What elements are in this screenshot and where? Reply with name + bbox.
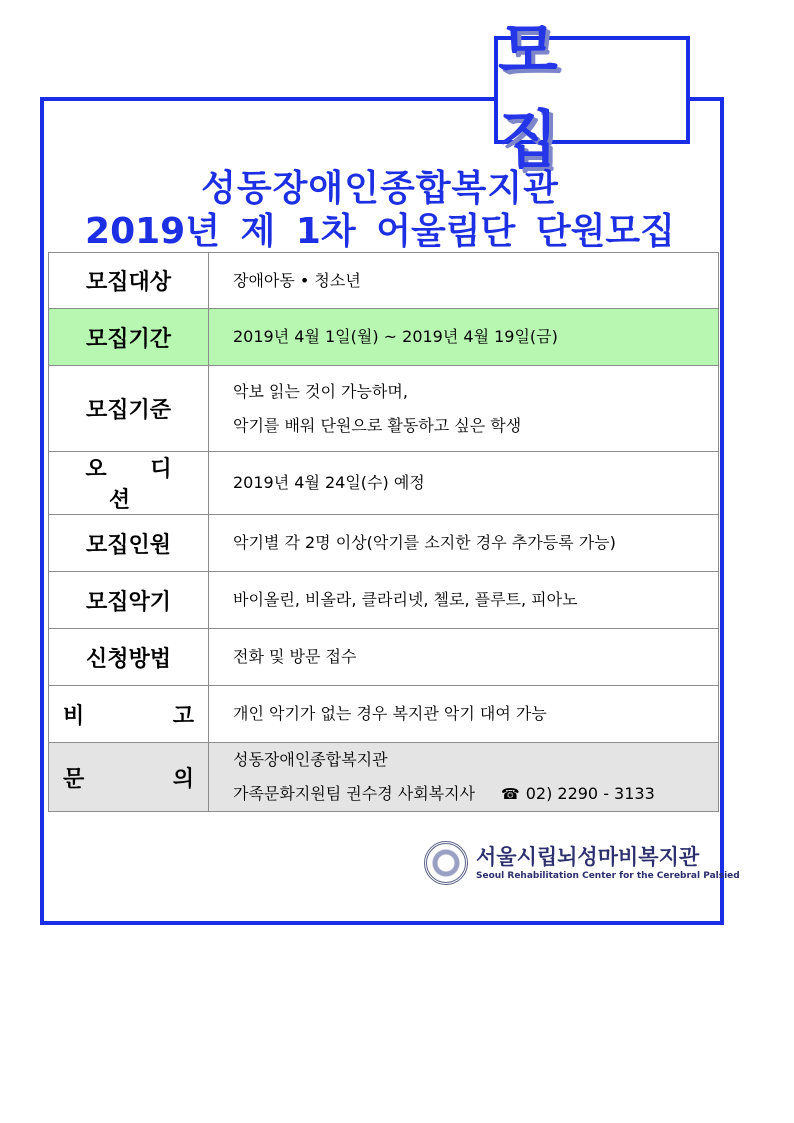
value-line: 성동장애인종합복지관 xyxy=(233,750,388,769)
info-table xyxy=(48,252,719,812)
phone-number: 02) 2290 - 3133 xyxy=(525,784,655,803)
row-remarks xyxy=(49,686,719,743)
seal-icon xyxy=(424,841,468,885)
row-target xyxy=(49,253,719,309)
row-value xyxy=(209,743,719,812)
row-headcount xyxy=(49,515,719,572)
row-apply-method xyxy=(49,629,719,686)
row-label: 문 의 xyxy=(49,743,209,812)
row-contact xyxy=(49,743,719,812)
row-value: 2019년 4월 24일(수) 예정 xyxy=(209,452,719,515)
value-line xyxy=(233,777,718,811)
program-title: 2019년 제 1차 어울림단 단원모집 xyxy=(85,211,675,252)
logo-name-english: Seoul Rehabilitation Center for the Cerebral Palsied xyxy=(476,871,740,881)
row-instruments xyxy=(49,572,719,629)
row-value: 악기별 각 2명 이상(악기를 소지한 경우 추가등록 가능) xyxy=(209,515,719,572)
phone-icon: ☎ xyxy=(501,785,520,803)
logo-text xyxy=(476,845,740,881)
row-value: 전화 및 방문 접수 xyxy=(209,629,719,686)
organization-logo xyxy=(424,838,740,888)
row-value: 개인 악기가 없는 경우 복지관 악기 대여 가능 xyxy=(209,686,719,743)
row-value: 바이올린, 비올라, 클라리넷, 첼로, 플루트, 피아노 xyxy=(209,572,719,629)
logo-name-korean: 서울시립뇌성마비복지관 xyxy=(476,845,700,869)
row-label: 모집기준 xyxy=(49,366,209,452)
row-label: 모집인원 xyxy=(49,515,209,572)
row-value xyxy=(209,366,719,452)
row-value: 2019년 4월 1일(월) ~ 2019년 4월 19일(금) xyxy=(209,309,719,366)
contact-person: 가족문화지원팀 권수경 사회복지사 xyxy=(233,784,476,803)
row-period xyxy=(49,309,719,366)
value-line: 악기를 배워 단원으로 활동하고 싶은 학생 xyxy=(233,415,522,435)
row-label: 모집기간 xyxy=(49,309,209,366)
organizer-title: 성동장애인종합복지관 xyxy=(201,168,559,209)
value-line: 악보 읽는 것이 가능하며, xyxy=(233,381,408,401)
row-label: 모집악기 xyxy=(49,572,209,629)
row-value: 장애아동 • 청소년 xyxy=(209,253,719,309)
row-label: 모집대상 xyxy=(49,253,209,309)
row-label: 오 디 션 xyxy=(49,452,209,515)
row-label: 신청방법 xyxy=(49,629,209,686)
row-criteria xyxy=(49,366,719,452)
row-label: 비 고 xyxy=(49,686,209,743)
badge-text: 모 집 xyxy=(498,14,592,176)
recruitment-badge xyxy=(494,14,690,176)
row-audition xyxy=(49,452,719,515)
